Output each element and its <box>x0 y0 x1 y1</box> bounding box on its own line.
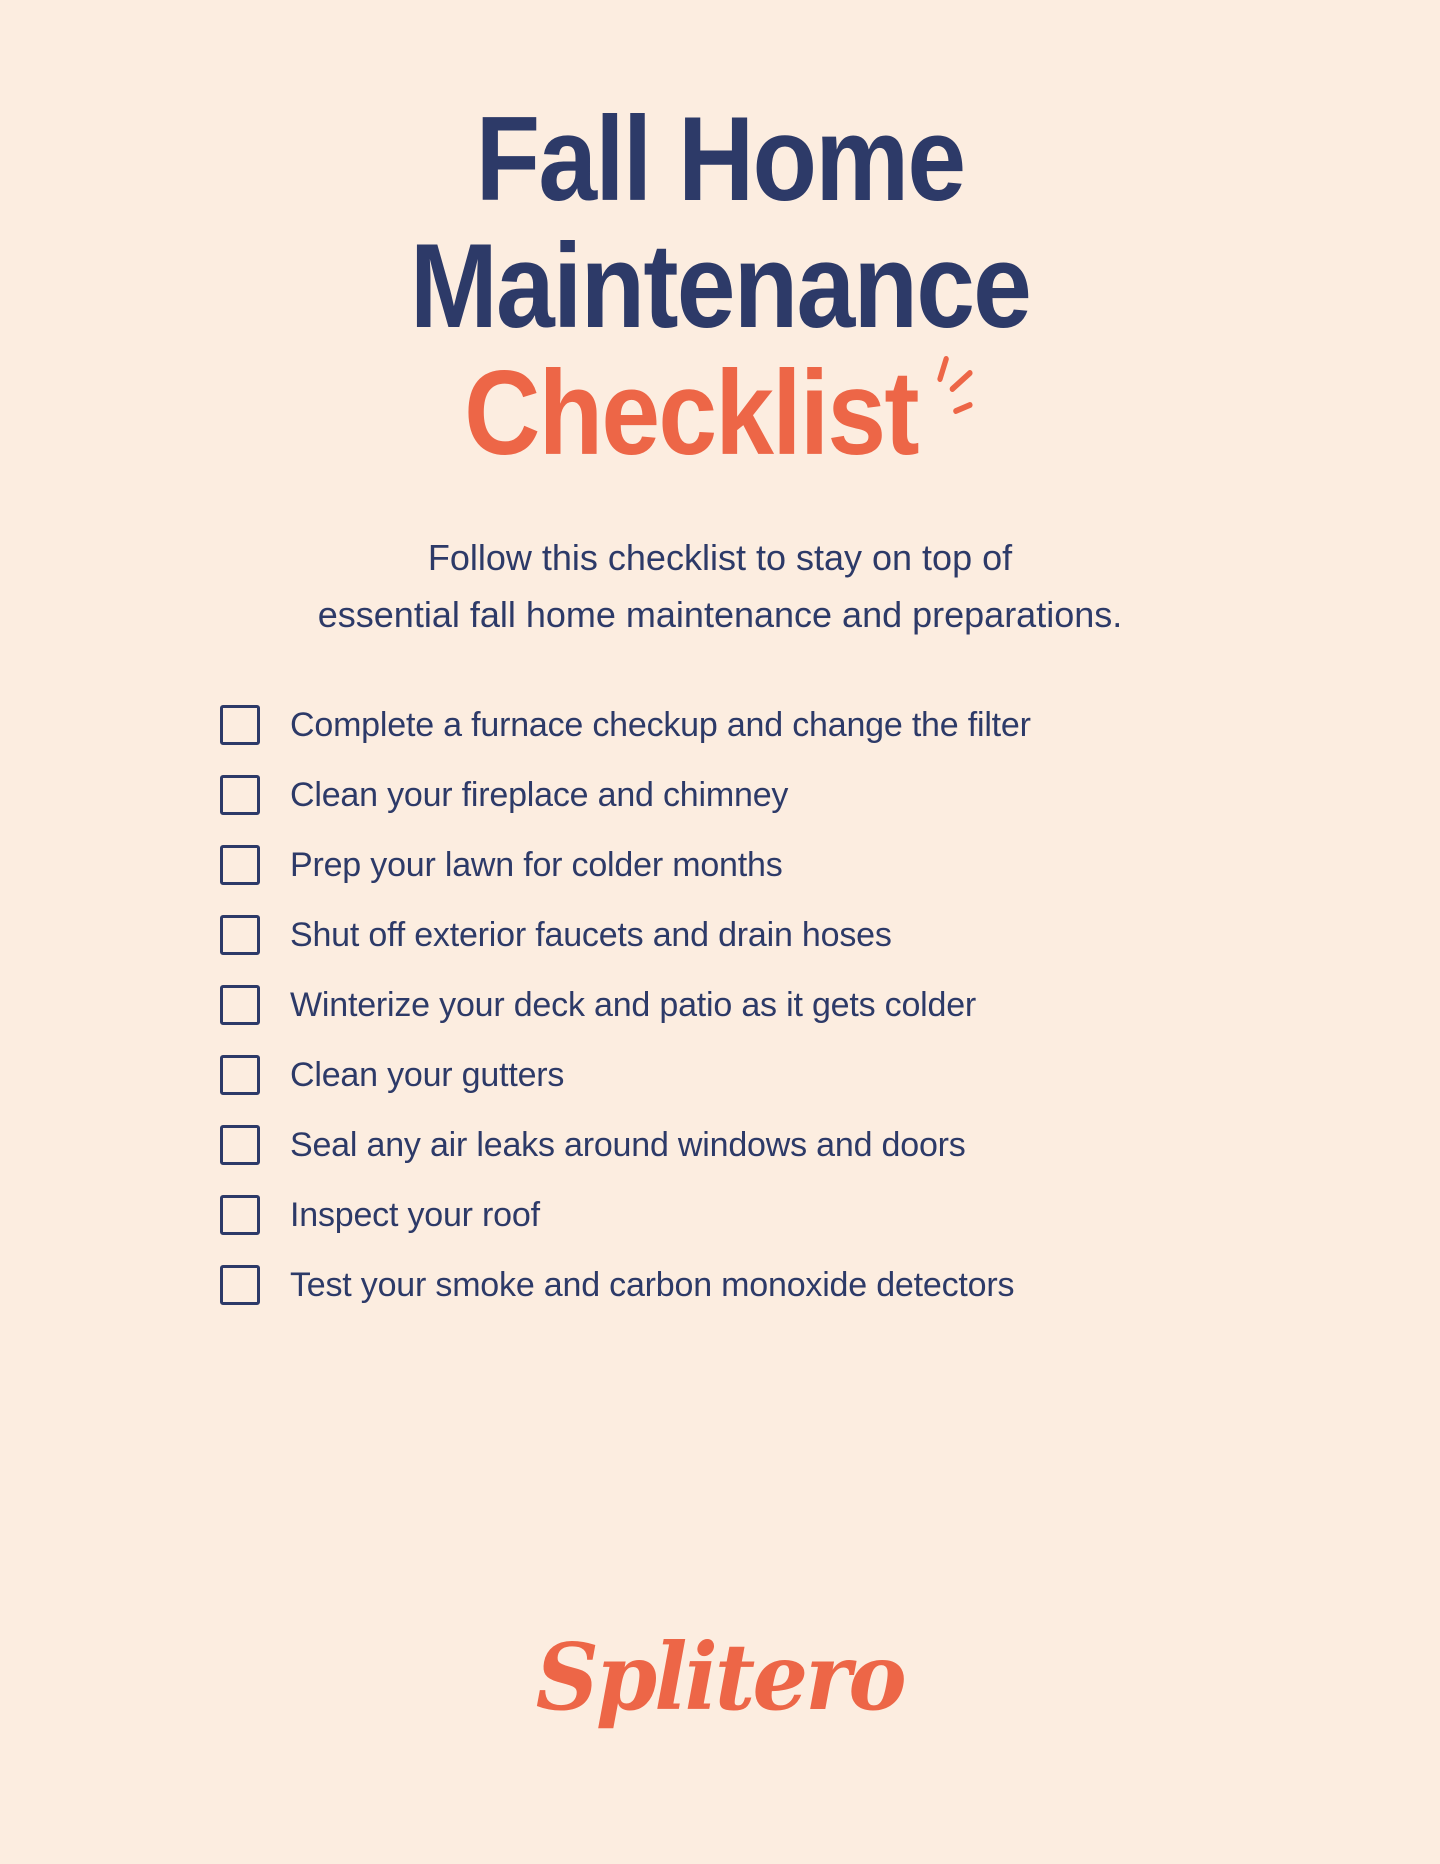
checklist-item-label: Clean your fireplace and chimney <box>290 775 789 814</box>
checklist-item <box>220 1265 1440 1305</box>
footer <box>0 1623 1440 1731</box>
checkbox-unchecked[interactable] <box>220 845 260 885</box>
checkbox-unchecked[interactable] <box>220 705 260 745</box>
checklist-item-label: Seal any air leaks around windows and doors <box>290 1125 966 1164</box>
checklist-item <box>220 1055 1440 1095</box>
page-title <box>0 92 1440 480</box>
intro-line-2: essential fall home maintenance and preparations. <box>317 594 1123 635</box>
checklist-item-label: Winterize your deck and patio as it gets colder <box>290 985 977 1024</box>
checklist-item-label: Clean your gutters <box>290 1055 565 1094</box>
checkbox-unchecked[interactable] <box>220 775 260 815</box>
intro-line-1: Follow this checklist to stay on top of <box>427 537 1013 578</box>
checklist-item-label: Prep your lawn for colder months <box>290 845 783 884</box>
checkbox-unchecked[interactable] <box>220 1265 260 1305</box>
checklist-item-label: Complete a furnace checkup and change the filter <box>290 705 1031 744</box>
checklist-item-label: Inspect your roof <box>290 1195 540 1234</box>
checklist-item-label: Test your smoke and carbon monoxide detectors <box>290 1265 1015 1304</box>
checklist-item <box>220 705 1440 745</box>
sparkle-burst-icon <box>930 352 976 416</box>
checkbox-unchecked[interactable] <box>220 1055 260 1095</box>
checklist-item <box>220 985 1440 1025</box>
checklist-item <box>220 845 1440 885</box>
checkbox-unchecked[interactable] <box>220 915 260 955</box>
checklist-item-label: Shut off exterior faucets and drain hoses <box>290 915 892 954</box>
checklist-item <box>220 1195 1440 1235</box>
checklist-item <box>220 775 1440 815</box>
checklist-item <box>220 915 1440 955</box>
checkbox-unchecked[interactable] <box>220 1125 260 1165</box>
title-line-1: Fall Home <box>475 92 965 226</box>
title-line-3 <box>86 346 1353 480</box>
checkbox-unchecked[interactable] <box>220 1195 260 1235</box>
intro-text <box>0 529 1440 643</box>
checklist <box>0 705 1440 1305</box>
splitero-logo: Splitero <box>535 1623 905 1731</box>
title-checklist-text: Checklist <box>464 346 918 480</box>
checklist-item <box>220 1125 1440 1165</box>
title-line-2: Maintenance <box>409 219 1031 353</box>
checkbox-unchecked[interactable] <box>220 985 260 1025</box>
